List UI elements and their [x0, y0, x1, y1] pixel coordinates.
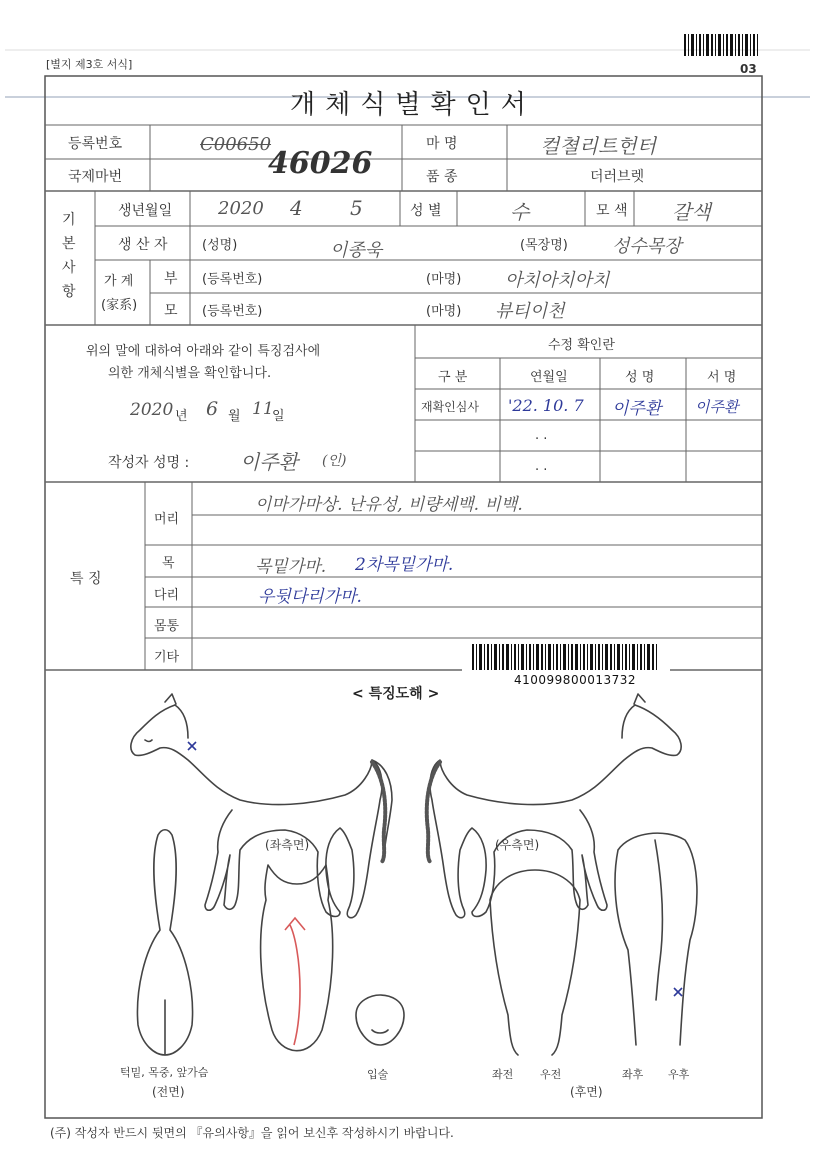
fore-right-caption: 우전: [540, 1068, 562, 1081]
front-view-caption: (전면): [152, 1085, 185, 1099]
dam-label: 모: [164, 303, 178, 319]
form-label: [별지 제3호 서식]: [46, 58, 133, 71]
statement-line-2: 의한 개체식별을 확인합니다.: [108, 366, 272, 381]
right-side-caption: (우측면): [495, 838, 540, 852]
rear-view-caption: (후면): [570, 1085, 603, 1099]
farm-label: (목장명): [520, 238, 568, 253]
front-view-parts: 턱밑, 목중, 앞가슴: [120, 1066, 209, 1079]
col-sign: 서 명: [707, 370, 737, 385]
fore-left-caption: 좌전: [492, 1068, 514, 1081]
dam-name: 뷰티이천: [495, 301, 565, 322]
lips-caption: 입술: [367, 1068, 389, 1081]
barcode-sticker: [462, 640, 670, 688]
left-side-caption: (좌측면): [265, 838, 310, 852]
birth-month: 4: [290, 196, 303, 220]
dam-reg-label: (등록번호): [202, 304, 263, 319]
breed-label: 품 종: [426, 169, 458, 185]
row2-date-placeholder: . .: [535, 428, 548, 443]
neck-text-1: 목밑가마.: [255, 557, 327, 577]
confirm-month: 6: [206, 398, 219, 420]
col-type: 구 분: [438, 370, 468, 385]
reg-no-label: 등록번호: [68, 136, 123, 152]
sire-reg-label: (등록번호): [202, 272, 263, 287]
intl-no-label: 국제마번: [68, 169, 123, 185]
hind-right-caption: 우후: [668, 1068, 690, 1081]
neck-label: 목: [162, 556, 175, 571]
writer-name: 이주환: [240, 450, 298, 474]
producer-label: 생 산 자: [118, 237, 168, 253]
producer-name: 이종욱: [330, 240, 383, 261]
horse-name-value: 컬쳘리트헌터: [540, 134, 656, 158]
writer-label: 작성자 성명 :: [108, 455, 190, 471]
basic-section-label: 기본사항: [62, 212, 76, 300]
confirm-year: 2020: [130, 400, 174, 420]
row1-sign: 이주환: [695, 398, 739, 416]
row3-date-placeholder: . .: [535, 459, 548, 474]
col-name: 성 명: [625, 370, 655, 385]
horse-name-label: 마 명: [426, 136, 458, 152]
day-label: 일: [272, 409, 285, 424]
reg-no-struck: C00650: [200, 134, 272, 155]
color-value: 갈색: [672, 200, 711, 224]
breed-value: 더러브렛: [590, 169, 645, 185]
sire-horse-label: (마명): [426, 272, 462, 287]
amend-title: 수정 확인란: [548, 338, 615, 353]
sire-label: 부: [164, 271, 178, 287]
birth-label: 생년월일: [118, 203, 173, 219]
row1-type: 재확인심사: [421, 400, 479, 414]
barcode-number: 410099800013732: [514, 673, 637, 687]
diagram-title: < 특징도해 >: [352, 686, 440, 702]
birth-year: 2020: [218, 198, 264, 219]
head-text: 이마가마상. 난유성, 비량세백. 비백.: [255, 495, 523, 515]
sire-name: 아치아치아치: [505, 270, 610, 291]
leg-text: 우뒷다리가마.: [258, 587, 362, 607]
farm-name: 성수목장: [612, 236, 682, 257]
dam-horse-label: (마명): [426, 304, 462, 319]
etc-label: 기타: [154, 650, 180, 665]
month-label: 월: [228, 409, 241, 424]
writer-sign: (인): [322, 453, 347, 469]
family-label: 가 계: [104, 274, 134, 289]
family-label-hanja: (家系): [101, 298, 138, 313]
page-title: 개체식별확인서: [290, 90, 536, 120]
leg-label: 다리: [154, 588, 180, 603]
confirm-day: 11: [252, 399, 274, 419]
row1-date: '22. 10. 7: [508, 396, 584, 415]
features-section-label: 특 징: [70, 571, 102, 587]
producer-name-label: (성명): [202, 238, 238, 253]
sex-value: 수: [510, 200, 530, 224]
footer-note: (주) 작성자 반드시 뒷면의 『유의사항』을 읽어 보신후 작성하시기 바랍니다.: [50, 1126, 454, 1140]
col-date: 연월일: [530, 370, 568, 385]
sex-label: 성 별: [410, 203, 442, 219]
neck-text-2: 2차목밑가마.: [355, 555, 454, 575]
head-label: 머리: [154, 512, 180, 527]
reg-no-new: 46026: [268, 146, 373, 181]
statement-line-1: 위의 말에 대하여 아래와 같이 특징검사에: [86, 344, 321, 359]
birth-day: 5: [350, 196, 363, 220]
page-number: 03: [740, 62, 757, 76]
hind-left-caption: 좌후: [622, 1068, 644, 1081]
year-label: 년: [175, 409, 188, 424]
row1-name: 이주환: [612, 399, 662, 419]
body-label: 몸통: [154, 619, 180, 634]
color-label: 모 색: [596, 203, 628, 219]
